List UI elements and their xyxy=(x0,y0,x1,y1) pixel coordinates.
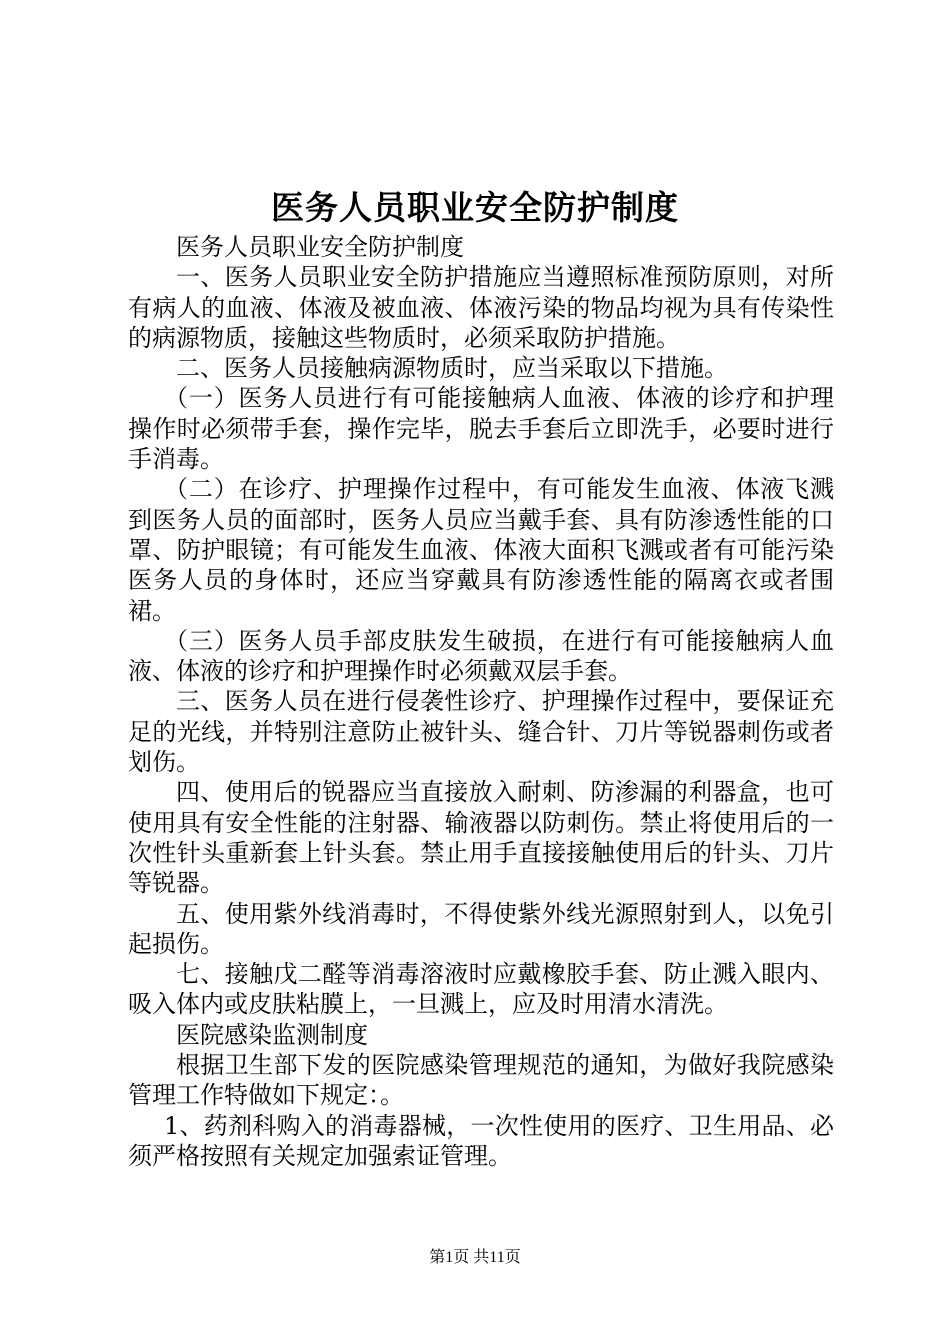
paragraph: 医院感染监测制度 xyxy=(176,1020,368,1049)
paragraph: 根据卫生部下发的医院感染管理规范的通知，为做好我院感染管理工作特做如下规定：。 xyxy=(128,1051,834,1110)
paragraph: 一、医务人员职业安全防护措施应当遵照标准预防原则，对所有病人的血液、体液及被血液、体液污染的物品均视为具有传染性的病源物质，接触这些物质时，必须采取防护措施。 xyxy=(128,263,834,352)
paragraph: 医务人员职业安全防护制度 xyxy=(176,233,464,261)
document-title: 医务人员职业安全防护制度 xyxy=(271,188,679,227)
paragraph: 三、医务人员在进行侵袭性诊疗、护理操作过程中，要保证充足的光线，并特别注意防止被针头、缝合针、刀片等锐器刺伤或者划伤。 xyxy=(128,687,834,777)
paragraph: （二）在诊疗、护理操作过程中，有可能发生血液、体液飞溅到医务人员的面部时，医务人员应当戴手套、具有防渗透性能的口罩、防护眼镜；有可能发生血液、体液大面积飞溅或者有可能污染医务人员的身体时，还应当穿戴具有防渗透性能的隔离衣或者围裙。 xyxy=(128,475,834,625)
paragraph: 五、使用紫外线消毒时，不得使紫外线光源照射到人，以免引起损伤。 xyxy=(128,899,834,958)
paragraph: 1、药剂科购入的消毒器械，一次性使用的医疗、卫生用品、必须严格按照有关规定加强索证管理。 xyxy=(128,1111,834,1170)
paragraph: 七、接触戊二醛等消毒溶液时应戴橡胶手套、防止溅入眼内、吸入体内或皮肤粘膜上，一旦溅上，应及时用清水清洗。 xyxy=(128,960,834,1019)
page-footer: 第1页 共11页 xyxy=(429,1249,521,1266)
document-body xyxy=(128,232,834,1171)
paragraph: 四、使用后的锐器应当直接放入耐刺、防渗漏的利器盒，也可使用具有安全性能的注射器、输液器以防刺伤。禁止将使用后的一次性针头重新套上针头套。禁止用手直接接触使用后的针头、刀片等锐器。 xyxy=(128,778,834,898)
paragraph: （一）医务人员进行有可能接触病人血液、体液的诊疗和护理操作时必须带手套，操作完毕，脱去手套后立即洗手，必要时进行手消毒。 xyxy=(128,384,834,474)
paragraph: 二、医务人员接触病源物质时，应当采取以下措施。 xyxy=(176,354,728,383)
paragraph: （三）医务人员手部皮肤发生破损，在进行有可能接触病人血液、体液的诊疗和护理操作时必须戴双层手套。 xyxy=(128,626,834,686)
